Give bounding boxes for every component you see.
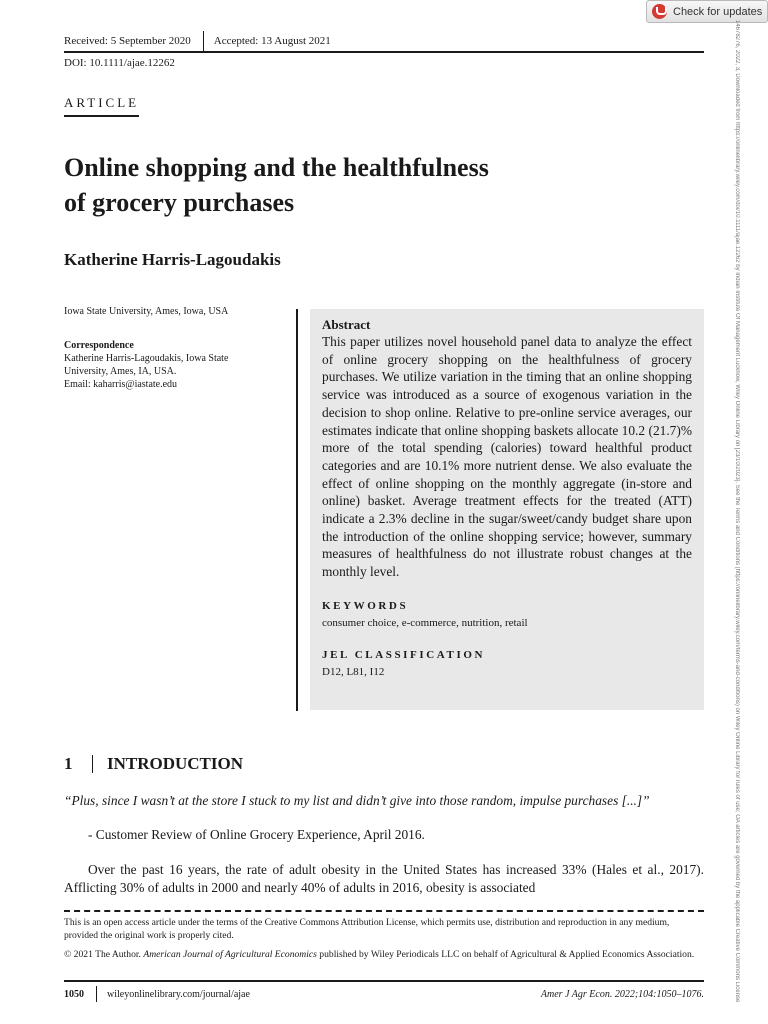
- doi: DOI: 10.1111/ajae.12262: [64, 57, 175, 69]
- section-divider: [92, 755, 93, 773]
- article-type-label: ARTICLE: [64, 95, 139, 117]
- copyright-prefix: © 2021 The Author.: [64, 949, 144, 960]
- footer-rule: [64, 980, 704, 982]
- title-line: of grocery purchases: [64, 188, 295, 217]
- copyright-notice: [64, 948, 704, 961]
- crossmark-icon: [652, 4, 667, 19]
- correspondence-heading: Correspondence: [64, 340, 134, 351]
- footer-divider: [96, 986, 97, 1002]
- download-watermark: 14678276, 2022, 3, Downloaded from https://onlinelibrary.wiley.com/doi/10.1111/ajae.12262 by Indian Institute Of Management Lucknow, Wiley Online Library on [23/10/2023]. See the Terms and Conditions (https://onlinelibrary.wiley.com/terms-and-conditions) on Wiley Online Library for rules of use; OA articles are governed by the applicable Creative Commons License: [734, 20, 740, 1003]
- title-line: Online shopping and the healthfulness: [64, 153, 489, 182]
- body-paragraph: Over the past 16 years, the rate of adult obesity in the United States has increased 33% (Hales et al., 2017). Afflicting 30% of adults in 2000 and nearly 40% of adults in 2016, obesity is associated: [64, 862, 704, 895]
- abstract-divider: [296, 309, 298, 711]
- correspondence-email: Email: kaharris@iastate.edu: [64, 379, 178, 390]
- journal-url-link[interactable]: wileyonlinelibrary.com/journal/ajae: [107, 988, 250, 1000]
- author-name: Katherine Harris-Lagoudakis: [64, 250, 281, 269]
- abstract-heading: Abstract: [322, 317, 371, 332]
- date-divider: [203, 31, 204, 51]
- section-number: 1: [64, 754, 73, 773]
- copyright-suffix: published by Wiley Periodicals LLC on behalf of Agricultural & Applied Economics Association.: [316, 949, 695, 960]
- section-title: INTRODUCTION: [107, 754, 244, 773]
- epigraph-source: - Customer Review of Online Grocery Experience, April 2016.: [88, 827, 425, 842]
- correspondence-line: University, Ames, IA, USA.: [64, 366, 177, 377]
- keywords-heading: KEYWORDS: [322, 599, 409, 612]
- jel-heading: JEL CLASSIFICATION: [322, 648, 486, 661]
- page-footer: [64, 986, 704, 1002]
- epigraph-text: “Plus, since I wasn’t at the store I stuck to my list and didn’t give into those random, impulse purchases [...]”: [64, 793, 650, 808]
- epigraph: [64, 792, 704, 810]
- abstract-box: [310, 309, 704, 710]
- check-for-updates-button[interactable]: [646, 0, 768, 23]
- journal-name: American Journal of Agricultural Economics: [143, 949, 317, 960]
- journal-citation: Amer J Agr Econ. 2022;104:1050–1076.: [540, 988, 704, 1000]
- keywords-text: consumer choice, e-commerce, nutrition, retail: [322, 616, 528, 629]
- license-notice: This is an open access article under the terms of the Creative Commons Attribution License, which permits use, distribution and reproduction in any medium, provided the original work is properly cited.: [64, 917, 670, 941]
- received-date: Received: 5 September 2020: [64, 35, 191, 47]
- accepted-date: Accepted: 13 August 2021: [213, 35, 331, 47]
- footnote-divider: [64, 910, 704, 912]
- abstract-text: This paper utilizes novel household panel data to analyze the effect of online grocery shopping on the healthfulness of grocery purchases. We utilize variation in the timing that an online shopping service was introduced as a source of exogenous variation in the decision to shop online. Relative to pre-online service averages, our estimates indicate that online shopping baskets allocate 10.2 (21.7)% more of the total spending (calories) toward healthful product categories and are 10.1% more nutrient dense. We also evaluate the effect of online shopping on the monthly aggregate (in-store and online) basket. Average treatment effects for the treated (ATT) indicate a 2.3% decline in the sugar/sweet/candy budget share upon the introduction of the online shopping service; however, summary measures of healthfulness do not illustrate robust changes at the monthly level.: [322, 334, 692, 580]
- page-number: 1050: [64, 988, 84, 1000]
- paper-title: [64, 150, 584, 220]
- section-heading: [64, 754, 243, 774]
- affiliation: Iowa State University, Ames, Iowa, USA: [64, 306, 229, 317]
- header-rule: [64, 51, 704, 53]
- correspondence-line: Katherine Harris-Lagoudakis, Iowa State: [64, 353, 229, 364]
- check-for-updates-label: Check for updates: [673, 5, 763, 18]
- correspondence-block: [64, 339, 274, 391]
- article-dates: [64, 35, 331, 51]
- jel-codes: D12, L81, I12: [322, 665, 385, 678]
